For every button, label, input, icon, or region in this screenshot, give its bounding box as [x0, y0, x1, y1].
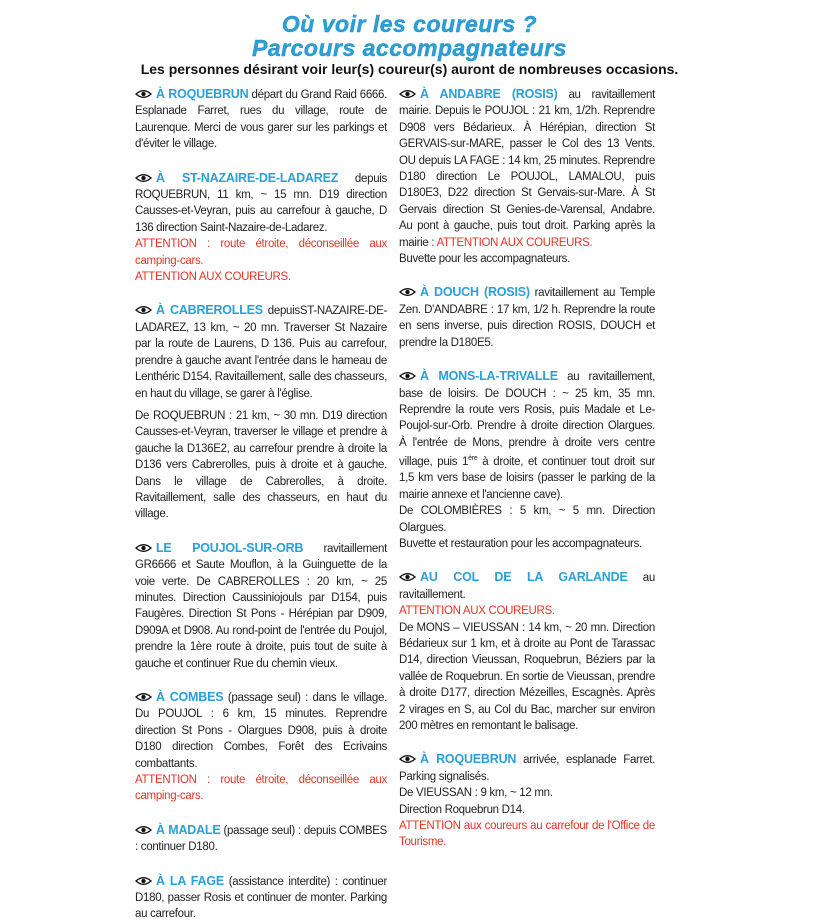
section-text-alt: De MONS – VIEUSSAN : 14 km, ~ 20 mn. Direction Bédarieux sur 1 km, et à droite au Pont de Tarassac D14, direction Vieussan, Roquebrun, Béziers par la vallée de Roquebrun. En sortie de Vieussan, prendre à droite D177, direction Mézeilles, Escagnès. Après 2 virages en S, au Col du Bac, marcher sur environ 200 mètres en remontant le balisage. — [399, 621, 655, 733]
section-text: depuis ROQUEBRUN, 11 km, ~ 15 mn. D19 direction Causses-et-Veyran, puis au carrefour à gauche, D 136 direction Saint-Nazaire-de-Ladarez. — [135, 172, 388, 234]
section-heading: À ANDABRE (ROSIS) — [420, 87, 558, 101]
section-text-cont: à droite, et continuer tout droit sur 1,5 km vers base de loisirs (passer le parking de la mairie annexe et l'ancienne cave). — [399, 455, 655, 501]
section-combes — [135, 689, 387, 805]
eye-icon — [399, 287, 416, 297]
section-roquebrun-start — [135, 86, 387, 153]
eye-icon — [135, 825, 152, 835]
section-heading: À ST-NAZAIRE-DE-LADAREZ — [156, 170, 339, 185]
eye-icon — [399, 371, 416, 381]
section-text-alt: De COLOMBIÈRES : 5 km, ~ 5 mn. Direction Olargues. — [399, 505, 655, 534]
section-garlande — [399, 569, 655, 734]
section-mons — [399, 368, 655, 552]
section-heading: À MONS-LA-TRIVALLE — [420, 369, 558, 384]
eye-icon — [135, 173, 152, 183]
eye-icon — [135, 305, 152, 315]
section-heading: À LA FAGE — [156, 873, 225, 888]
eye-icon — [135, 876, 152, 886]
section-douch — [399, 284, 655, 351]
section-madale — [135, 822, 387, 856]
section-text: au ravitaillement, base de loisirs. De DOUCH : ~ 25 km, 35 mn. Reprendre la route vers Rosis, puis Madale et Le-Poujol-sur-Orb. Prendre à droite direction Olargues. À l'entrée de Mons, prendre à droite vers centre village, puis 1 — [399, 371, 655, 468]
section-andabre — [399, 86, 655, 267]
section-text: au ravitaillement. — [399, 572, 655, 601]
section-text: arrivée, esplanade Farret. Parking signalisés. — [399, 754, 655, 783]
section-text: ravitaillement GR6666 et Saute Mouflon, à la Guinguette de la voie verte. De CABREROLLES : 20 km, ~ 25 minutes. Direction Caussiniojouls par D154, puis Faugères. Direction St Pons - Hérépian par D909, D909A et D908. Au rond-point de l'entrée du Poujol, prendre la 1ère route à droite, puis tout de suite à gauche et continuer Rue du chemin vieux. — [135, 542, 387, 670]
section-text-alt: Buvette pour les accompagnateurs. — [399, 253, 571, 266]
section-cabrerolles — [135, 302, 387, 522]
warning-text: ATTENTION : route étroite, déconseillée aux camping-cars. — [135, 238, 387, 267]
warning-text: ATTENTION AUX COUREURS. — [399, 605, 555, 618]
section-la-fage — [135, 873, 387, 923]
section-heading: À MADALE — [156, 822, 221, 837]
section-roquebrun-finish — [399, 751, 655, 850]
warning-text: ATTENTION AUX COUREURS. — [135, 271, 291, 284]
section-text: au ravitaillement mairie. Depuis le POUJOL : 21 km, 1/2h. Reprendre D908 vers Bédarieux. À Hérépian, direction St GERVAIS-sur-MARE, passer le Col des 13 Vents. OU depuis LA FAGE : 14 km, 25 minutes. Reprendre D180 direction Le POUJOL, LAMALOU, puis D180E3, D22 direction St Gervais-sur-Mare. À St Gervais direction St Genies-de-Varensal, Andabre. Au pont à gauche, puis tout droit. Parking après la mairie : — [399, 89, 655, 249]
eye-icon — [135, 543, 152, 553]
section-text-alt: Direction Roquebrun D14. — [399, 803, 525, 816]
eye-icon — [135, 692, 152, 702]
eye-icon — [399, 754, 416, 764]
section-heading: LE POUJOL-SUR-ORB — [156, 540, 304, 555]
section-text: (assistance interdite) : continuer D180, passer Rosis et continuer de monter. Parking au carrefour. — [135, 875, 387, 921]
section-st-nazaire — [135, 170, 387, 286]
section-text: ravitaillement au Temple Zen. D'ANDABRE : 17 km, 1/2 h. Reprendre la route en sens inverse, puis direction ROSIS, DOUCH et prendre la D180E5. — [399, 287, 655, 349]
eye-icon — [135, 89, 152, 99]
section-text-alt: Buvette et restauration pour les accompagnateurs. — [399, 537, 642, 550]
section-text: (passage seul) : dans le village. Du POUJOL : 6 km, 15 minutes. Reprendre direction St Pons - Olargues D908, puis à droite D180 direction Combes, Forêt des Ecrivains combattants. — [135, 692, 387, 770]
section-text: depuisST-NAZAIRE-DE-LADAREZ, 13 km, ~ 20 mn. Traverser St Nazaire par la route de Laurens, D 136. Puis au carrefour, prendre à gauche avant l'entrée dans le hameau de Lenthéric D154. Ravitaillement, salle des chasseurs, en haut du village, se garer à l'église. — [135, 305, 388, 400]
section-text-alt: De VIEUSSAN : 9 km, ~ 12 mn. — [399, 787, 553, 800]
right-column — [399, 86, 655, 851]
section-heading: À DOUCH (ROSIS) — [420, 285, 530, 300]
superscript: ère — [468, 455, 478, 463]
section-heading: À CABREROLLES — [156, 303, 263, 318]
warning-text: ATTENTION aux coureurs au carrefour de l'Office de Tourisme. — [399, 820, 655, 849]
eye-icon — [399, 89, 416, 99]
warning-text: ATTENTION AUX COUREURS. — [436, 236, 593, 249]
section-text-alt: De ROQUEBRUN : 21 km, ~ 30 mn. D19 direction Causses-et-Veyran, traverser le village et prendre à gauche la D136E2, au carrefour prendre à droite la D136 vers Cabrerolles, puis à droite et à gauche. Dans le village de Cabrerolles, à droite. Ravitaillement, salle des chasseurs, en haut du village. — [135, 409, 387, 521]
warning-text: ATTENTION : route étroite, déconseillée aux camping-cars. — [135, 774, 387, 803]
page-title-line2: Parcours accompagnateurs — [252, 35, 567, 61]
section-poujol — [135, 540, 387, 672]
page-subtitle: Les personnes désirant voir leur(s) coureur(s) auront de nombreuses occasions. — [140, 61, 679, 77]
section-heading: À ROQUEBRUN — [156, 87, 249, 101]
section-text: départ du Grand Raid 6666. Esplanade Farret, rues du village, route de Laurenque. Merci de vous garer sur les parkings et d'éviter le village. — [135, 89, 388, 151]
section-heading: À ROQUEBRUN — [420, 752, 517, 767]
eye-icon — [399, 572, 416, 582]
section-text: (passage seul) : depuis COMBES : continuer D180. — [135, 824, 387, 854]
left-column — [135, 86, 387, 923]
section-heading: À COMBES — [156, 690, 224, 704]
page-title: Où voir les coureurs ? — [281, 11, 538, 37]
section-heading: AU COL DE LA GARLANDE — [420, 570, 628, 585]
